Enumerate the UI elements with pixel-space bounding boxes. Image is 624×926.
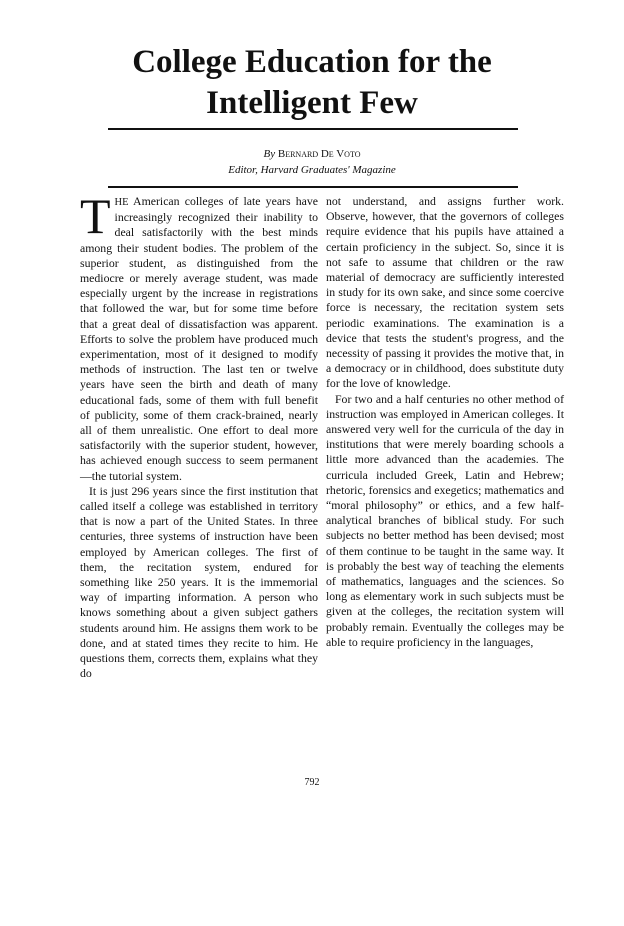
byline bbox=[0, 146, 624, 178]
author-name: Bernard De Voto bbox=[277, 148, 361, 160]
drop-cap: T bbox=[80, 188, 111, 244]
top-rule bbox=[108, 128, 518, 130]
paragraph: For two and a half centuries no other method of instruction was employed in American colleges. It answered very well for the curricula of the day in institutions that were merely boarding schools a little more advanced than the academies. The curricula included Greek, Latin and Hebrew; rhetoric, forensics and exegetics; mathematics and “moral philosophy” or ethics, and a few half-analytical branches of biblical study. For such subjects no better method has been devised; most of them continue to be taught in the same way. It is probably the best way of teaching the elements of mathematics, languages and the sciences. So long as elementary work in such subjects must be given at the colleges, the recitation system will probably remain. Eventually the colleges may be able to require proficiency in the languages, bbox=[326, 391, 564, 649]
lead-in: HE bbox=[114, 197, 129, 208]
right-column bbox=[326, 194, 564, 650]
paragraph: It is just 296 years since the first institution that called itself a college was established in territory that is now a part of the United States. In three centuries, three systems of instruction have been employed by American colleges. The first of them, the recitation system, endured for something like 250 years. It is the immemorial way of imparting information. A person who knows something about a given subject gathers students around him. He assigns them work to be done, and at stated times they recite to him. He questions them, corrects them, explains what they do bbox=[80, 483, 318, 681]
bottom-rule bbox=[108, 186, 518, 188]
byline-prefix: By bbox=[263, 148, 276, 160]
left-column bbox=[80, 188, 318, 682]
paragraph: not understand, and assigns further work. Observe, however, that the governors of colleges require evidence that his pupils have attained a certain proficiency in the subject. So, since it is not safe to assume that children or the raw material of democracy are sufficiently interested in study for its own sake, and since some coercive force is necessary, the recitation system sets periodic examinations. The examination is a device that tests the student's progress, and the necessity of passing it provides the motive that, in a democracy or in childhood, does substitute duty for the love of knowledge. bbox=[326, 194, 564, 391]
author-affiliation: Editor, Harvard Graduates' Magazine bbox=[228, 164, 396, 176]
article-title bbox=[0, 42, 624, 124]
paragraph-text: American colleges of late years have increasingly recognized their inability to deal satisfactorily with the best minds among their student bodies. The problem of the superior student, as distinguished from the mediocre or merely average student, was made especially urgent by the increase in registrations that followed the war, but for some time before that a great deal of dissatisfaction was apparent. Efforts to solve the problem have produced much experimentation, most of it designed to modify methods of instruction. The last ten or twelve years have seen the birth and death of many educational fads, some of them with full benefit of publicity, some of them crack-brained, nearly all of them unrealistic. One effort to deal more satisfactorily with the superior student, however, has achieved enough success to seem permanent—the tutorial system. bbox=[80, 194, 318, 483]
title-line-2: Intelligent Few bbox=[206, 85, 418, 121]
title-line-1: College Education for the bbox=[132, 44, 492, 80]
page-number: 792 bbox=[304, 777, 320, 788]
paragraph bbox=[80, 188, 318, 484]
